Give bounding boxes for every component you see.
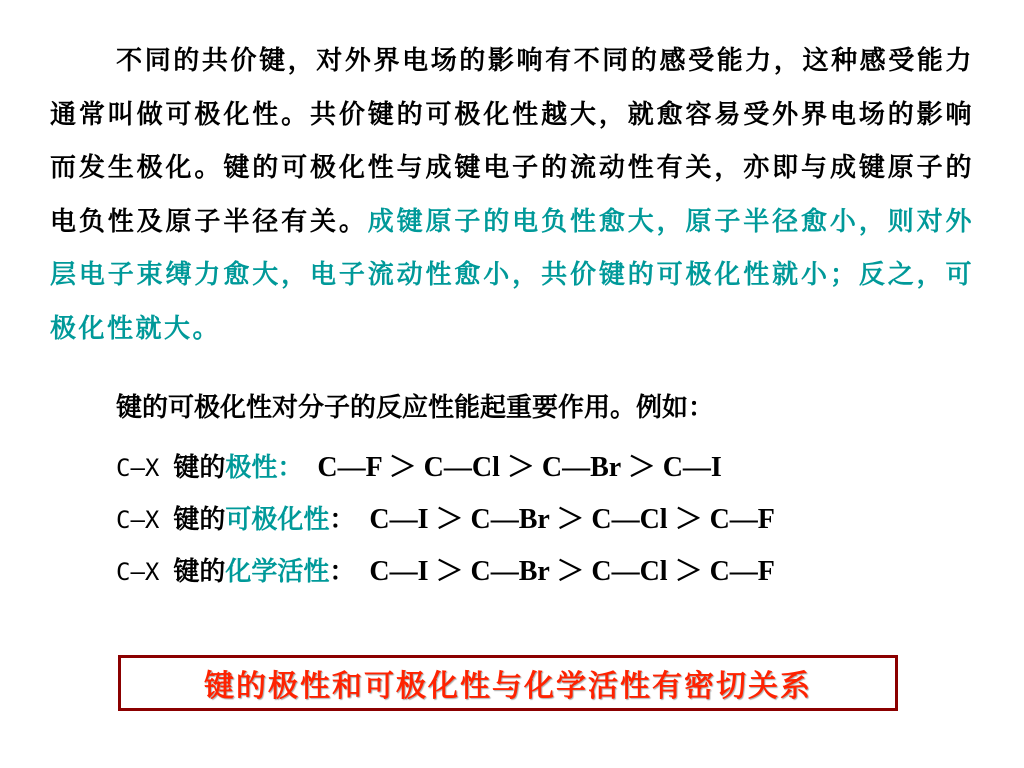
row-reactivity-bond: C—X — [116, 558, 160, 586]
row-polarity-property: 极性： — [225, 453, 304, 483]
row-reactivity-colon: ： — [329, 557, 356, 587]
row-polarity-bond: C—X — [116, 454, 160, 482]
row-polarizability — [116, 500, 775, 540]
row-reactivity-property: 化学活性 — [225, 557, 330, 587]
row-polarizability-prefix: 键的 — [173, 505, 226, 535]
row-reactivity-prefix: 键的 — [173, 557, 226, 587]
paragraph-black-text: 不同的共价键，对外界电场的影响有不同的感受能力，这种感受能力通常叫做可极化性。共价键的可极化性越大，就愈容易受外界电场的影响而发生极化。键的可极化性与成键电子的流动性有关，亦即与成键原子的电负性及原子半径有关。 — [50, 46, 974, 237]
row-polarity — [116, 448, 722, 488]
row-polarity-sequence: C—F ＞ C—Cl ＞ C—Br ＞ C—I — [317, 452, 722, 483]
paragraph-teal-text: 成键原子的电负性愈大，原子半径愈小，则对外层电子束缚力愈大，电子流动性愈小，共价键的可极化性就小；反之，可极化性就大。 — [50, 206, 974, 344]
row-polarizability-colon: ： — [329, 505, 356, 535]
row-polarizability-sequence: C—I ＞ C—Br ＞ C—Cl ＞ C—F — [369, 504, 775, 535]
conclusion-box — [118, 655, 898, 711]
conclusion-text: 键的极性和可极化性与化学活性有密切关系 — [204, 669, 812, 704]
row-reactivity-sequence: C—I ＞ C—Br ＞ C—Cl ＞ C—F — [369, 556, 775, 587]
row-reactivity — [116, 552, 775, 592]
row-polarizability-property: 可极化性 — [225, 505, 330, 535]
polarizability-paragraph — [50, 35, 974, 356]
intro-line: 键的可极化性对分子的反应性能起重要作用。例如： — [116, 393, 715, 423]
row-polarizability-bond: C—X — [116, 506, 160, 534]
row-polarity-prefix: 键的 — [173, 453, 226, 483]
